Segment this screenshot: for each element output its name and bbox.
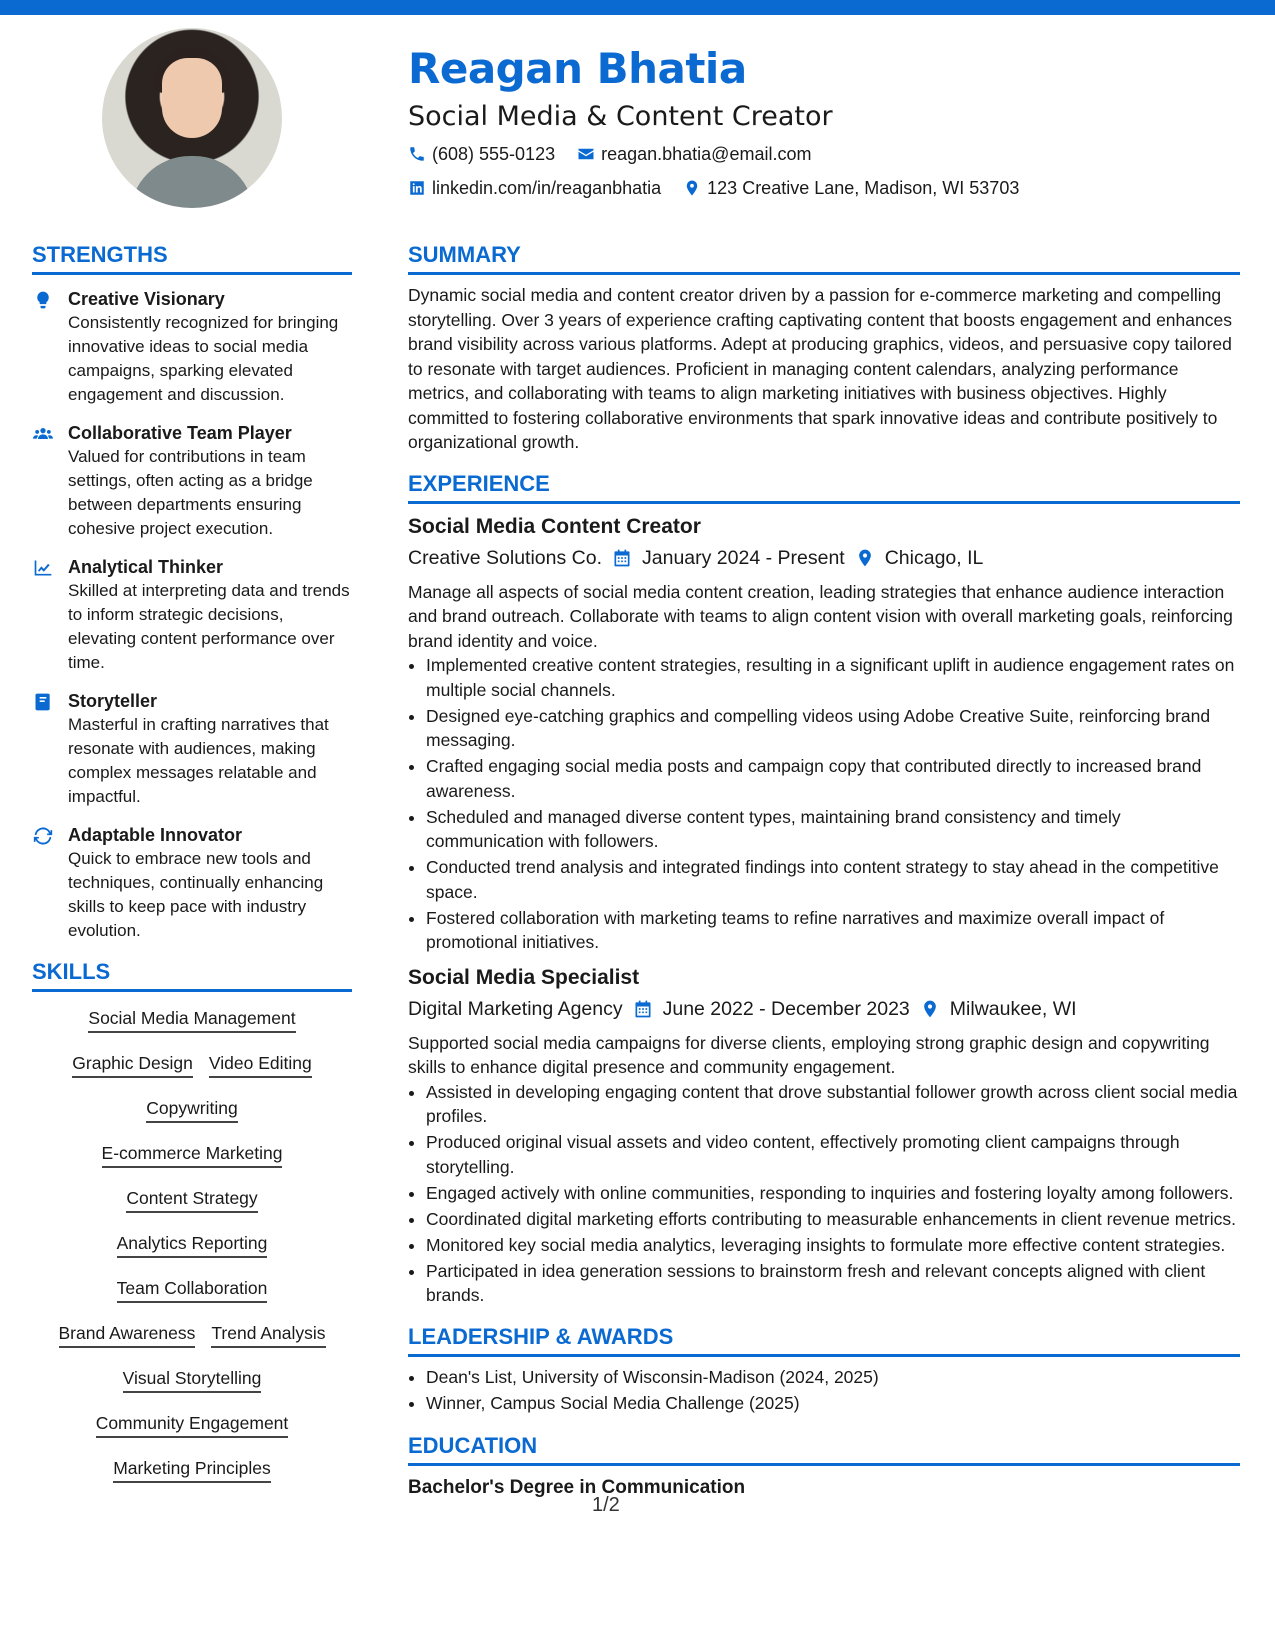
strength-title: Creative Visionary xyxy=(68,289,225,309)
contact-row-2 xyxy=(408,172,1238,204)
job-meta xyxy=(408,542,1240,574)
list-item: • Fostered collaboration with marketing teams to refine narratives and maximize overall impact of promotional initiatives. xyxy=(426,906,1240,955)
skill-tag: Content Strategy xyxy=(126,1186,257,1213)
skill-tag: Video Editing xyxy=(209,1051,312,1078)
list-item: • Designed eye-catching graphics and compelling videos using Adobe Creative Suite, reinforcing brand messaging. xyxy=(426,704,1240,753)
summary-heading: SUMMARY xyxy=(408,240,1240,275)
email-contact[interactable] xyxy=(577,138,811,170)
experience-heading: EXPERIENCE xyxy=(408,469,1240,504)
job-dates: June 2022 - December 2023 xyxy=(662,997,910,1020)
job-location: Milwaukee, WI xyxy=(949,997,1077,1020)
users-icon xyxy=(32,421,54,541)
list-item: • Crafted engaging social media posts and campaign copy that contributed directly to increased brand awareness. xyxy=(426,754,1240,803)
candidate-name: Reagan Bhatia xyxy=(408,44,747,93)
location-pin-icon xyxy=(920,999,940,1019)
skill-tag: Visual Storytelling xyxy=(123,1366,262,1393)
list-item: • Monitored key social media analytics, leveraging insights to formulate more effective content strategies. xyxy=(426,1233,1240,1258)
strengths-list xyxy=(32,283,352,943)
strength-item xyxy=(32,421,352,541)
strengths-heading: STRENGTHS xyxy=(32,240,352,275)
strength-desc: Skilled at interpreting data and trends to inform strategic decisions, elevating content performance over time. xyxy=(68,581,350,672)
list-item: • Dean's List, University of Wisconsin-Madison (2024, 2025) xyxy=(426,1365,1240,1390)
calendar-icon xyxy=(633,999,653,1019)
lightbulb-icon xyxy=(32,287,54,407)
list-item: • Implemented creative content strategies, resulting in a significant uplift in audience engagement rates on multiple social channels. xyxy=(426,653,1240,702)
location-pin-icon xyxy=(683,179,701,197)
list-item: • Produced original visual assets and video content, effectively promoting client campaigns through storytelling. xyxy=(426,1130,1240,1179)
job-bullets xyxy=(408,653,1240,955)
address-contact xyxy=(683,172,1019,204)
strength-desc: Valued for contributions in team settings, often acting as a bridge between departments ensuring cohesive project execution. xyxy=(68,447,313,538)
sync-icon xyxy=(32,823,54,943)
job-entry xyxy=(408,963,1240,1308)
skill-tag: Social Media Management xyxy=(88,1006,295,1033)
list-item: • Scheduled and managed diverse content types, maintaining brand consistency and timely communication with followers. xyxy=(426,805,1240,854)
linkedin-icon xyxy=(408,179,426,197)
strength-title: Adaptable Innovator xyxy=(68,825,243,845)
skill-tag: Marketing Principles xyxy=(113,1456,271,1483)
strength-item xyxy=(32,555,352,675)
job-dates: January 2024 - Present xyxy=(642,546,845,569)
strength-item xyxy=(32,287,352,407)
job-title: Social Media Specialist xyxy=(408,965,640,989)
calendar-icon xyxy=(612,548,632,568)
job-description: Supported social media campaigns for diverse clients, employing strong graphic design and copywriting skills to enhance digital presence and community engagement. xyxy=(408,1032,1210,1077)
degree-title: Bachelor's Degree in Communication xyxy=(408,1477,746,1498)
skill-tag: Trend Analysis xyxy=(211,1321,325,1348)
skill-tag: Analytics Reporting xyxy=(117,1231,268,1258)
job-meta xyxy=(408,993,1240,1025)
left-column xyxy=(32,240,352,1483)
education-heading: EDUCATION xyxy=(408,1431,1240,1466)
skill-tag: Graphic Design xyxy=(72,1051,193,1078)
strength-item xyxy=(32,823,352,943)
company-name: Creative Solutions Co. xyxy=(408,546,603,569)
job-description: Manage all aspects of social media content creation, leading strategies that enhance audience interaction and brand outreach. Collaborate with teams to align content vision with overall marketing goals, reinforcing brand identity and voice. xyxy=(408,581,1233,651)
chart-line-icon xyxy=(32,555,54,675)
job-bullets xyxy=(408,1080,1240,1308)
company-name: Digital Marketing Agency xyxy=(408,997,623,1020)
linkedin-text[interactable]: linkedin.com/in/reaganbhatia xyxy=(432,178,662,198)
job-entry xyxy=(408,512,1240,955)
strength-desc: Masterful in crafting narratives that resonate with audiences, making complex messages relatable and impactful. xyxy=(68,715,329,806)
phone-contact xyxy=(408,138,555,170)
email-text[interactable]: reagan.bhatia@email.com xyxy=(601,144,812,164)
skill-tag: E-commerce Marketing xyxy=(102,1141,283,1168)
envelope-icon xyxy=(577,145,595,163)
strength-desc: Consistently recognized for bringing innovative ideas to social media campaigns, sparking elevated engagement and discussion. xyxy=(68,313,339,404)
linkedin-contact[interactable] xyxy=(408,172,661,204)
leadership-heading: LEADERSHIP & AWARDS xyxy=(408,1322,1240,1357)
book-icon xyxy=(32,689,54,809)
list-item: • Conducted trend analysis and integrated findings into content strategy to stay ahead in the competitive space. xyxy=(426,855,1240,904)
job-title: Social Media Content Creator xyxy=(408,514,701,538)
location-pin-icon xyxy=(855,548,875,568)
phone-icon xyxy=(408,145,426,163)
skill-tag: Team Collaboration xyxy=(117,1276,268,1303)
candidate-title: Social Media & Content Creator xyxy=(408,101,833,132)
skill-tag: Community Engagement xyxy=(96,1411,289,1438)
address-text: 123 Creative Lane, Madison, WI 53703 xyxy=(707,178,1020,198)
strength-desc: Quick to embrace new tools and techniques, continually enhancing skills to keep pace with industry evolution. xyxy=(68,849,324,940)
phone-text: (608) 555-0123 xyxy=(432,144,556,164)
skills-heading: SKILLS xyxy=(32,957,352,992)
list-item: • Assisted in developing engaging content that drove substantial follower growth across client social media profiles. xyxy=(426,1080,1240,1129)
strength-item xyxy=(32,689,352,809)
right-column xyxy=(408,240,1240,1502)
strength-title: Analytical Thinker xyxy=(68,557,224,577)
top-accent-bar xyxy=(0,0,1275,15)
summary-text: Dynamic social media and content creator driven by a passion for e-commerce marketing and compelling storytelling. Over 3 years of experience crafting captivating content that boosts engagement and enhances brand visibility across various platforms. Adept at producing graphics, videos, and persuasive copy tailored to resonate with target audiences. Proficient in managing content calendars, analyzing performance metrics, and collaborating with teams to align marketing initiatives with business objectives. Highly committed to fostering collaborative environments that spark innovative ideas and contribute positively to organizational growth. xyxy=(408,285,1232,452)
strength-title: Storyteller xyxy=(68,691,158,711)
skill-tag: Brand Awareness xyxy=(59,1321,196,1348)
skills-list xyxy=(32,1000,352,1483)
leadership-list xyxy=(408,1365,1240,1416)
list-item: • Coordinated digital marketing efforts contributing to measurable enhancements in client revenue metrics. xyxy=(426,1207,1240,1232)
contact-row-1 xyxy=(408,138,1238,170)
list-item: • Winner, Campus Social Media Challenge (2025) xyxy=(426,1391,1240,1416)
list-item: • Participated in idea generation sessions to brainstorm fresh and relevant concepts aligned with client brands. xyxy=(426,1259,1240,1308)
strength-title: Collaborative Team Player xyxy=(68,423,292,443)
page-number: 1/2 xyxy=(592,1494,620,1516)
skill-tag: Copywriting xyxy=(146,1096,237,1123)
list-item: • Engaged actively with online communities, responding to inquiries and fostering loyalty among followers. xyxy=(426,1181,1240,1206)
resume-header xyxy=(408,40,1238,204)
job-location: Chicago, IL xyxy=(884,546,984,569)
profile-photo xyxy=(102,28,282,208)
